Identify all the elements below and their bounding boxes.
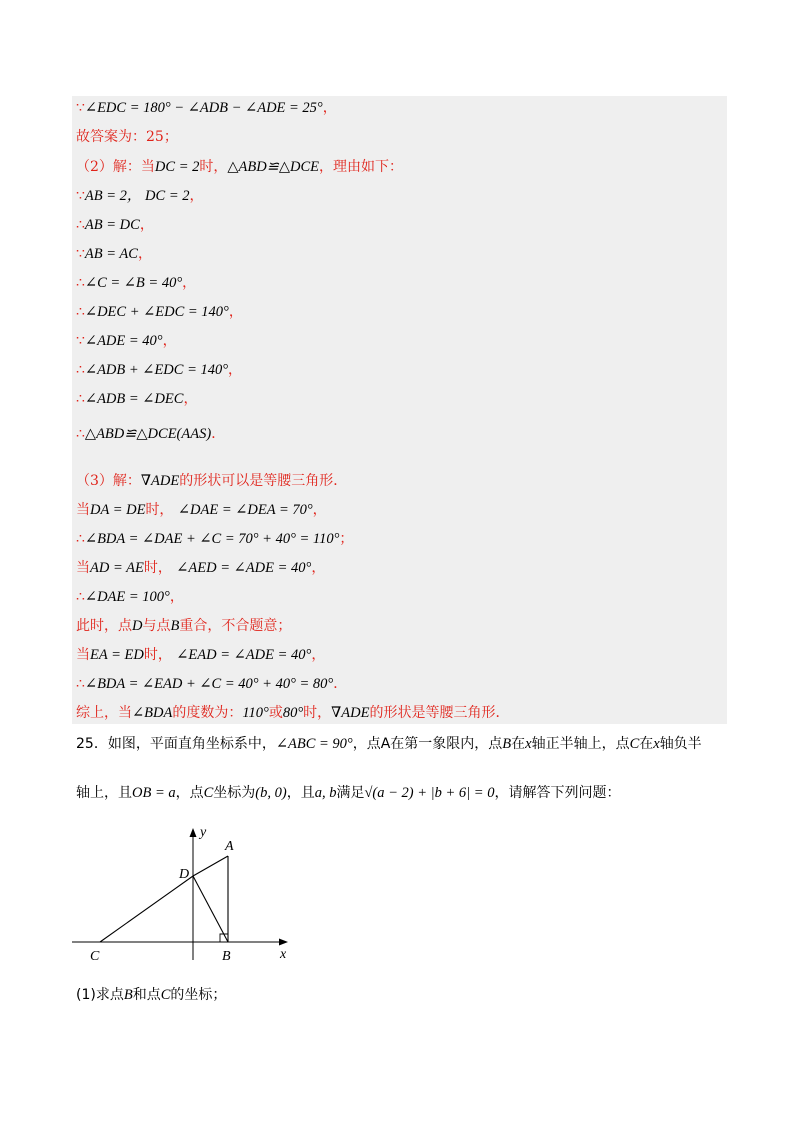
solution-line-18: 此时，点D与点B重合，不合题意； [76,618,292,634]
solution-line-15: ∴∠BDA = ∠DAE + ∠C = 70° + 40° = 110°； [76,531,354,547]
y-axis-arrow-icon [190,828,197,837]
label-A: A [225,839,234,854]
question-part-1: (1)求点B和点C的坐标； [76,987,227,1003]
label-B: B [222,949,231,964]
solution-line-8: ∴∠DEC + ∠EDC = 140°， [76,304,243,320]
label-y: y [200,825,207,840]
solution-line-7: ∴∠C = ∠B = 40°， [76,275,197,291]
segment-DA [193,856,228,876]
solution-line-21: 综上，当∠BDA的度数为：110°或80°时，∇ADE的形状是等腰三角形． [76,705,510,721]
geometry-figure [60,820,310,970]
solution-line-11: ∴∠ADB = ∠DEC， [76,391,198,407]
question-line-1: 25．如图，平面直角坐标系中，∠ABC = 90°，点A在第一象限内，点B在x轴正半轴上，点C在x轴负半 [76,736,702,752]
segment-DB [193,876,228,942]
solution-line-9: ∵∠ADE = 40°， [76,333,177,349]
segment-CD [100,876,193,942]
solution-line-19: 当EA = ED时， ∠EAD = ∠ADE = 40°， [76,647,326,663]
label-C: C [90,949,100,964]
solution-line-13: （3）解：∇ADE的形状可以是等腰三角形． [76,473,348,489]
solution-line-14: 当DA = DE时， ∠DAE = ∠DEA = 70°， [76,502,327,518]
x-axis-arrow-icon [279,939,288,946]
solution-line-6: ∵AB = AC， [76,246,152,262]
label-D: D [179,867,190,882]
solution-line-5: ∴AB = DC， [76,217,154,233]
solution-line-17: ∴∠DAE = 100°， [76,589,184,605]
solution-line-4: ∵AB = 2， DC = 2， [76,188,204,204]
solution-line-3: （2）解：当DC = 2时，△ABD≌△DCE，理由如下： [76,159,403,175]
question-line-2: 轴上，且OB = a，点C坐标为(b, 0)，且a, b满足√(a − 2) + |b + 6| = 0，请解答下列问题： [76,785,621,801]
solution-line-20: ∴∠BDA = ∠EAD + ∠C = 40° + 40° = 80°． [76,676,348,692]
solution-line-12: ∴△ABD≌△DCE(AAS)． [76,426,226,442]
solution-line-1: ∵∠EDC = 180° − ∠ADB − ∠ADE = 25°， [76,100,337,116]
label-x: x [280,947,287,962]
solution-line-2: 故答案为：25； [76,129,178,145]
solution-line-10: ∴∠ADB + ∠EDC = 140°， [76,362,243,378]
solution-line-16: 当AD = AE时， ∠AED = ∠ADE = 40°， [76,560,326,576]
